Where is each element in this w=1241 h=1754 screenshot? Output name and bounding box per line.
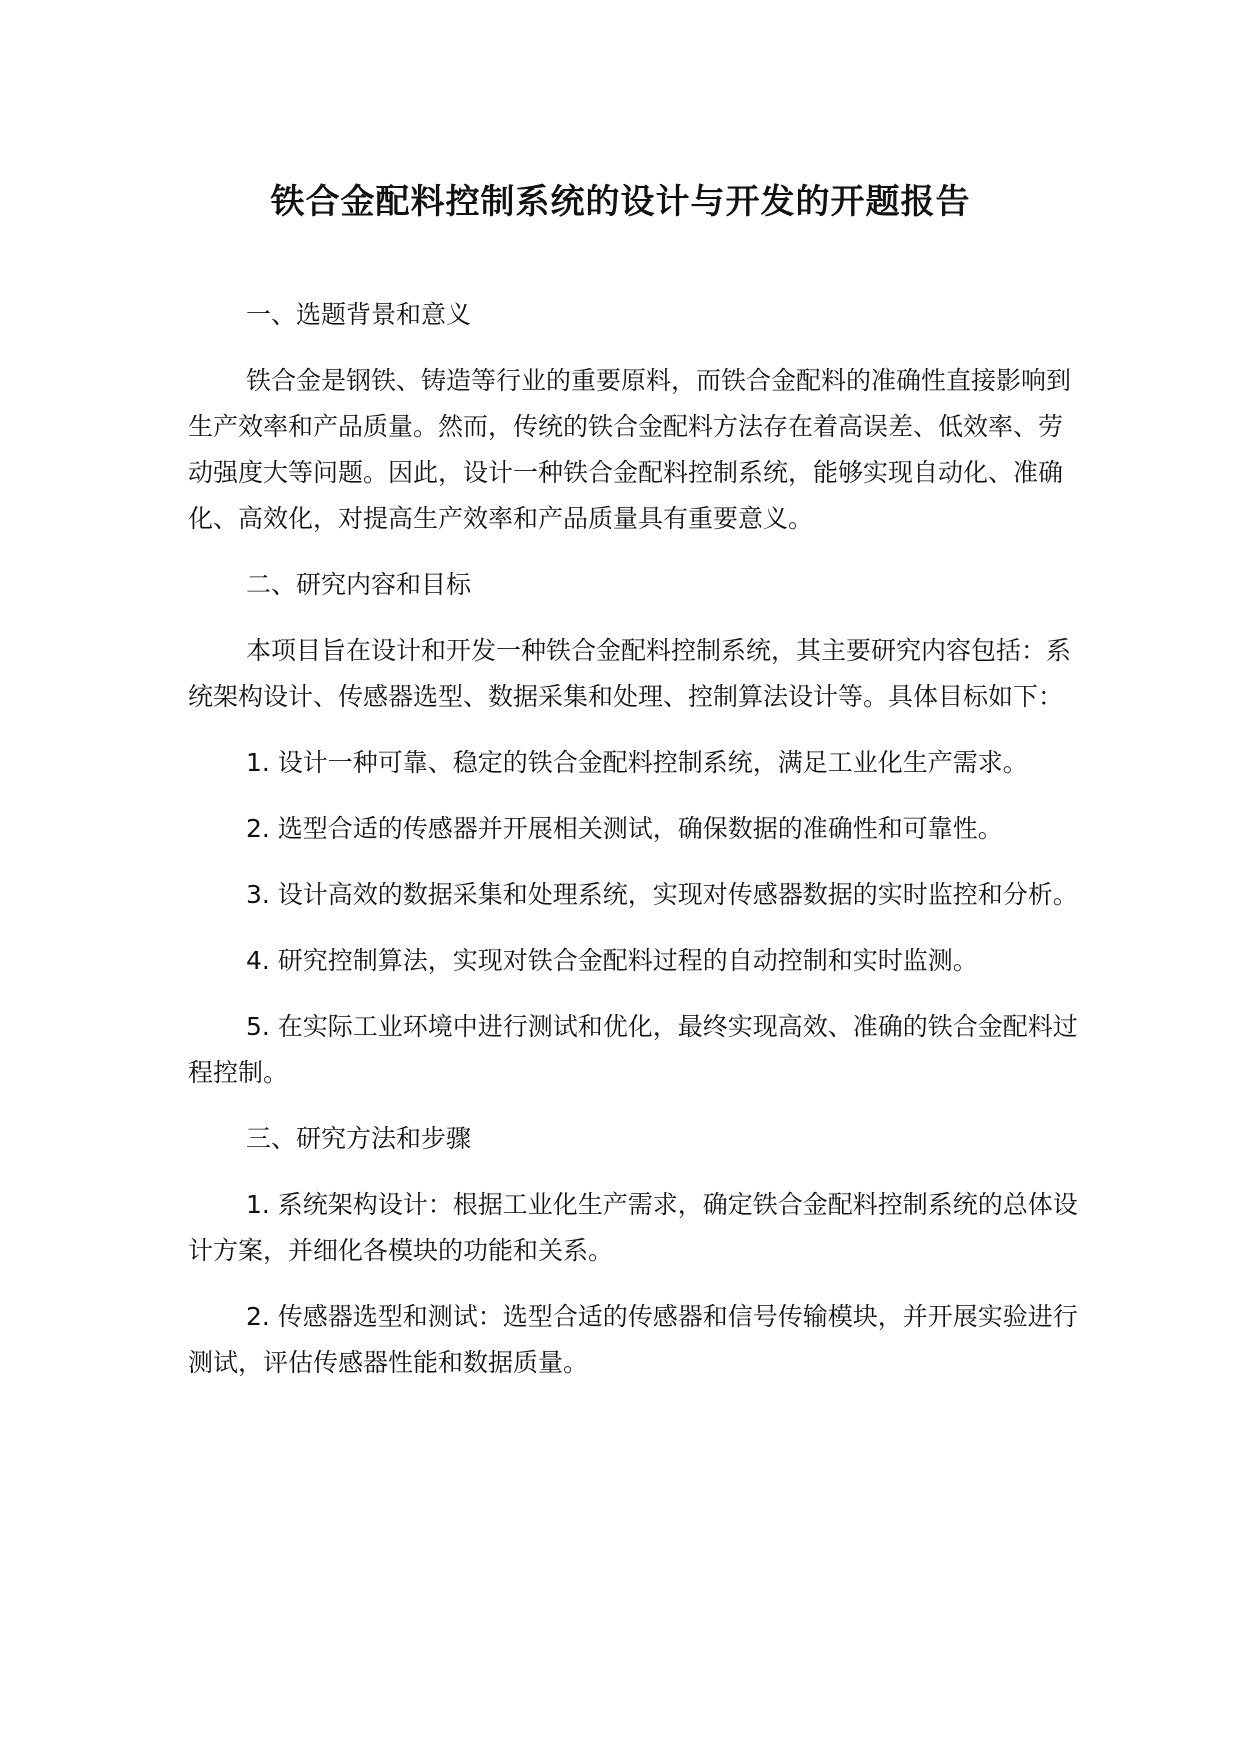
list-item: 2. 选型合适的传感器并开展相关测试，确保数据的准确性和可靠性。 bbox=[246, 814, 1003, 843]
section-heading: 三、研究方法和步骤 bbox=[246, 1124, 472, 1153]
paragraph: 铁合金是钢铁、铸造等行业的重要原料，而铁合金配料的准确性直接影响到生产效率和产品质量。然而，传统的铁合金配料方法存在着高误差、低效率、劳动强度大等问题。因此，设计一种铁合金配料控制系统，能够实现自动化、准确化、高效化，对提高生产效率和产品质量具有重要意义。 bbox=[188, 366, 1072, 533]
document-body bbox=[188, 292, 1078, 1406]
section-heading: 二、研究内容和目标 bbox=[246, 570, 472, 599]
document-title: 铁合金配料控制系统的设计与开发的开题报告 bbox=[270, 182, 971, 222]
paragraph: 本项目旨在设计和开发一种铁合金配料控制系统，其主要研究内容包括：系统架构设计、传感器选型、数据采集和处理、控制算法设计等。具体目标如下： bbox=[188, 636, 1072, 711]
list-item: 1. 设计一种可靠、稳定的铁合金配料控制系统，满足工业化生产需求。 bbox=[246, 748, 1028, 777]
list-item: 2. 传感器选型和测试：选型合适的传感器和信号传输模块，并开展实验进行测试，评估传感器性能和数据质量。 bbox=[188, 1302, 1078, 1377]
list-item: 1. 系统架构设计：根据工业化生产需求，确定铁合金配料控制系统的总体设计方案，并细化各模块的功能和关系。 bbox=[188, 1190, 1078, 1265]
list-item: 4. 研究控制算法，实现对铁合金配料过程的自动控制和实时监测。 bbox=[246, 946, 978, 975]
section-heading: 一、选题背景和意义 bbox=[246, 300, 472, 329]
list-item: 3. 设计高效的数据采集和处理系统，实现对传感器数据的实时监控和分析。 bbox=[246, 880, 1078, 909]
list-item: 5. 在实际工业环境中进行测试和优化，最终实现高效、准确的铁合金配料过程控制。 bbox=[188, 1012, 1078, 1087]
